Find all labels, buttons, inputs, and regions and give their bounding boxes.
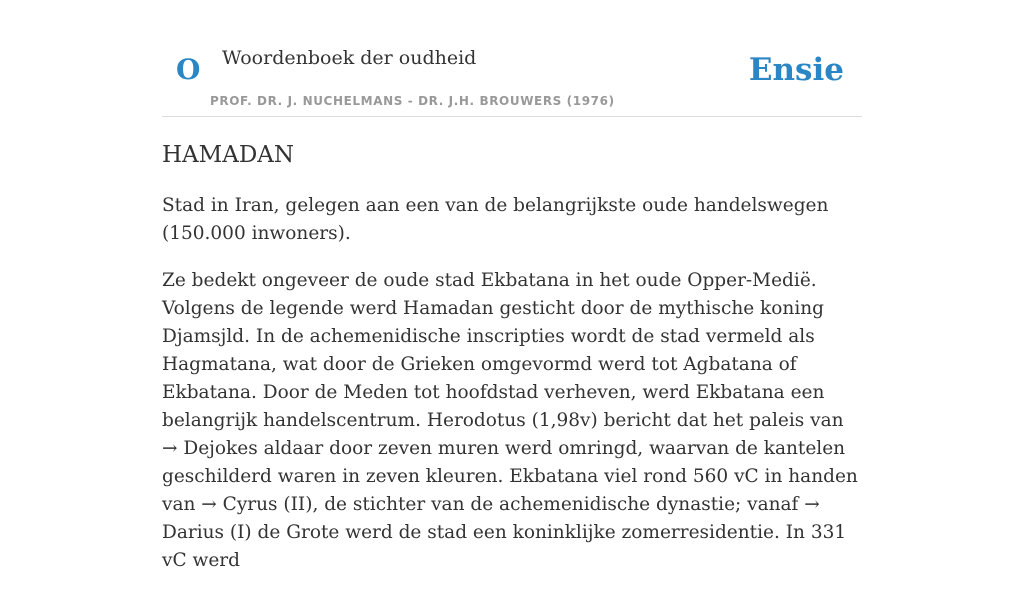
book-authors: PROF. DR. J. NUCHELMANS - DR. J.H. BROUWERS (1976) xyxy=(210,94,615,108)
entry-title: HAMADAN xyxy=(162,142,295,168)
entry-paragraph: Stad in Iran, gelegen aan een van de belangrijkste oude handelswegen (150.000 inwoners). xyxy=(162,195,829,244)
ensie-logo-link[interactable]: Ensie xyxy=(748,52,844,88)
book-header xyxy=(162,0,862,117)
entry-body xyxy=(162,192,862,594)
index-letter[interactable]: O xyxy=(176,53,201,86)
entry-paragraph: Ze bedekt ongeveer de oude stad Ekbatana in het oude Opper-Medië. Volgens de legende werd Hamadan gesticht door de mythische koning Djamsjld. In de achemenidische inscripties wordt de stad vermeld als Hagmatana, wat door de Grieken omgevormd werd tot Agbatana of Ekbatana. Door de Meden tot hoofdstad verheven, werd Ekbatana een belangrijk handelscentrum. Herodotus (1,98v) bericht dat het paleis van → Dejokes aldaar door zeven muren werd omringd, waarvan de kantelen geschilderd waren in zeven kleuren. Ekbatana viel rond 560 vC in handen van → Cyrus (II), de stichter van de achemenidische dynastie; vanaf → Darius (I) de Grote werd de stad een koninklijke zomerresidentie. In 331 vC werd xyxy=(162,270,858,571)
entry-page xyxy=(162,0,862,571)
book-title[interactable]: Woordenboek der oudheid xyxy=(222,47,477,69)
